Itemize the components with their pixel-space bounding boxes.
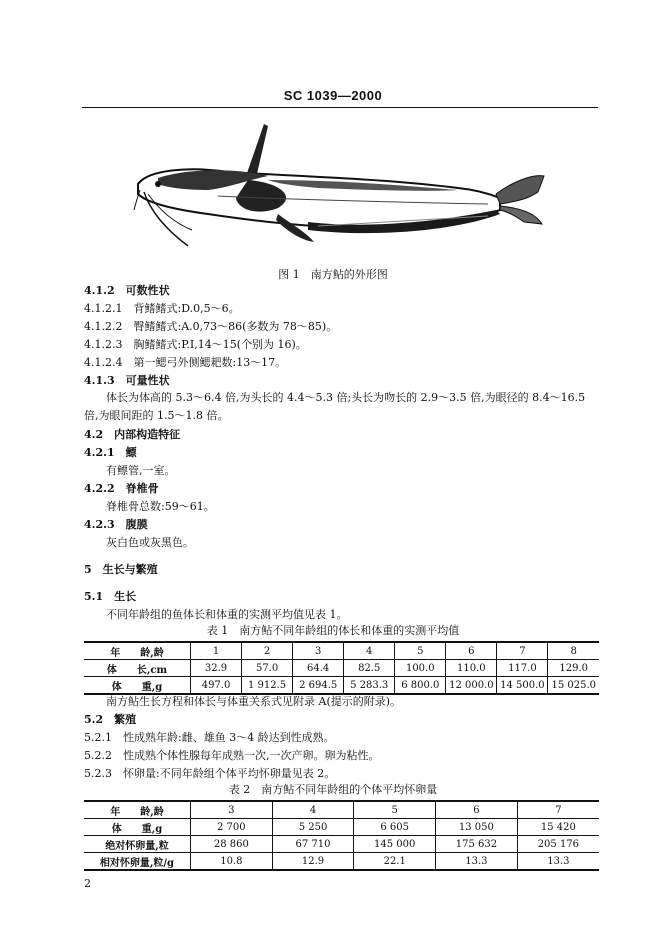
table1-row-weight <box>84 677 599 695</box>
table-cell: 14 500.0 <box>497 677 548 695</box>
table-cell: 117.0 <box>497 660 548 677</box>
table-cell: 5 <box>354 801 436 819</box>
table-cell: 年 龄,龄 <box>84 642 191 660</box>
table-cell: 体 重,g <box>84 677 191 695</box>
table-cell: 年 龄,龄 <box>84 801 191 819</box>
table-cell: 1 912.5 <box>242 677 293 695</box>
section-5: 5 生长与繁殖 <box>84 563 158 576</box>
section-4-2-2-text: 脊椎骨总数:59～61。 <box>106 500 215 513</box>
section-4-1-2-1: 4.1.2.1 背鳍鳍式:D.0,5～6。 <box>84 302 240 315</box>
section-4-2-3-text: 灰白色或灰黑色。 <box>106 536 194 549</box>
table-cell: 145 000 <box>354 836 436 853</box>
table-cell: 28 860 <box>191 836 273 853</box>
table-cell: 64.4 <box>293 660 344 677</box>
page-header-code: SC 1039—2000 <box>283 88 383 103</box>
table-cell: 6 <box>436 801 518 819</box>
section-5-2-3: 5.2.3 怀卵量:不同年龄组个体平均怀卵量见表 2。 <box>84 767 336 780</box>
section-4-2-1-text: 有鳔管,一室。 <box>106 464 176 477</box>
table-cell: 2 694.5 <box>293 677 344 695</box>
section-4-1-3: 4.1.3 可量性状 <box>84 374 170 387</box>
table-cell: 5 283.3 <box>344 677 395 695</box>
table-cell: 1 <box>191 642 242 660</box>
table-cell: 15 420 <box>517 819 599 836</box>
table-cell: 82.5 <box>344 660 395 677</box>
table-cell: 13.3 <box>436 853 518 871</box>
table-cell: 6 605 <box>354 819 436 836</box>
table-cell: 57.0 <box>242 660 293 677</box>
table1-title: 表 1 南方鲇不同年龄组的体长和体重的实测平均值 <box>206 624 460 637</box>
table-cell: 13.3 <box>517 853 599 871</box>
table1 <box>84 641 599 695</box>
table-cell: 10.8 <box>191 853 273 871</box>
table-cell: 2 700 <box>191 819 273 836</box>
section-4-1-2-3: 4.1.2.3 胸鳍鳍式:P.Ⅰ,14～15(个别为 16)。 <box>84 338 307 351</box>
table-cell: 4 <box>344 642 395 660</box>
table-cell: 相对怀卵量,粒/g <box>84 853 191 871</box>
table-cell: 体 长,cm <box>84 660 191 677</box>
section-4-1-2: 4.1.2 可数性状 <box>84 284 170 297</box>
table-cell: 体 重,g <box>84 819 191 836</box>
table-cell: 3 <box>191 801 273 819</box>
table-cell: 绝对怀卵量,粒 <box>84 836 191 853</box>
table-cell: 175 632 <box>436 836 518 853</box>
table-cell: 15 025.0 <box>548 677 599 695</box>
section-5-1: 5.1 生长 <box>84 590 137 603</box>
section-5-1-text: 不同年龄组的鱼体长和体重的实测平均值见表 1。 <box>106 608 348 621</box>
section-5-2-1: 5.2.1 性成熟年龄:雌、雄鱼 3～4 龄达到性成熟。 <box>84 731 335 744</box>
table-cell: 32.9 <box>191 660 242 677</box>
table2-row-weight <box>84 819 599 836</box>
table-cell: 110.0 <box>446 660 497 677</box>
table2-title: 表 2 南方鲇不同年龄组的个体平均怀卵量 <box>228 783 438 796</box>
table-cell: 5 250 <box>272 819 354 836</box>
table-cell: 12 000.0 <box>446 677 497 695</box>
table-cell: 22.1 <box>354 853 436 871</box>
table-cell: 13 050 <box>436 819 518 836</box>
figure-caption: 图 1 南方鲇的外形图 <box>278 268 388 281</box>
table-cell: 129.0 <box>548 660 599 677</box>
table-cell: 6 800.0 <box>395 677 446 695</box>
table2-row-age <box>84 801 599 819</box>
table-cell: 497.0 <box>191 677 242 695</box>
section-4-1-3-text: 体长为体高的 5.3～6.4 倍,为头长的 4.4～5.3 倍;头长为吻长的 2.9～3.5 倍,为眼径的 8.4～16.5 倍,为眼间距的 1.5～1.8 倍。 <box>84 391 586 422</box>
section-4-1-2-4: 4.1.2.4 第一鳃弓外侧鳃耙数:13～17。 <box>84 356 287 369</box>
section-4-2-1: 4.2.1 鳔 <box>84 446 137 459</box>
table2-row-absolute-fecundity <box>84 836 599 853</box>
page-number: 2 <box>84 877 91 890</box>
table2-row-relative-fecundity <box>84 853 599 871</box>
table-cell: 12.9 <box>272 853 354 871</box>
table-cell: 100.0 <box>395 660 446 677</box>
section-5-2-2: 5.2.2 性成熟个体性腺每年成熟一次,一次产卵。卵为粘性。 <box>84 749 380 762</box>
table-cell: 205 176 <box>517 836 599 853</box>
section-5-2: 5.2 繁殖 <box>84 713 137 726</box>
table-cell: 5 <box>395 642 446 660</box>
table-cell: 3 <box>293 642 344 660</box>
table-cell: 2 <box>242 642 293 660</box>
table1-row-length <box>84 660 599 677</box>
section-4-1-2-2: 4.1.2.2 臀鳍鳍式:A.0,73～86(多数为 78～85)。 <box>84 320 338 333</box>
section-4-2-2: 4.2.2 脊椎骨 <box>84 482 159 495</box>
table2 <box>84 800 599 871</box>
section-4-2: 4.2 内部构造特征 <box>84 428 181 441</box>
table-cell: 4 <box>272 801 354 819</box>
table-cell: 7 <box>517 801 599 819</box>
fish-illustration <box>128 118 556 250</box>
table-cell: 7 <box>497 642 548 660</box>
table-cell: 6 <box>446 642 497 660</box>
header-rule <box>82 107 598 108</box>
table-cell: 8 <box>548 642 599 660</box>
table-cell: 67 710 <box>272 836 354 853</box>
section-4-2-3: 4.2.3 腹膜 <box>84 518 148 531</box>
table1-row-age <box>84 642 599 660</box>
section-5-1-after: 南方鲇生长方程和体长与体重关系式见附录 A(提示的附录)。 <box>106 695 402 708</box>
